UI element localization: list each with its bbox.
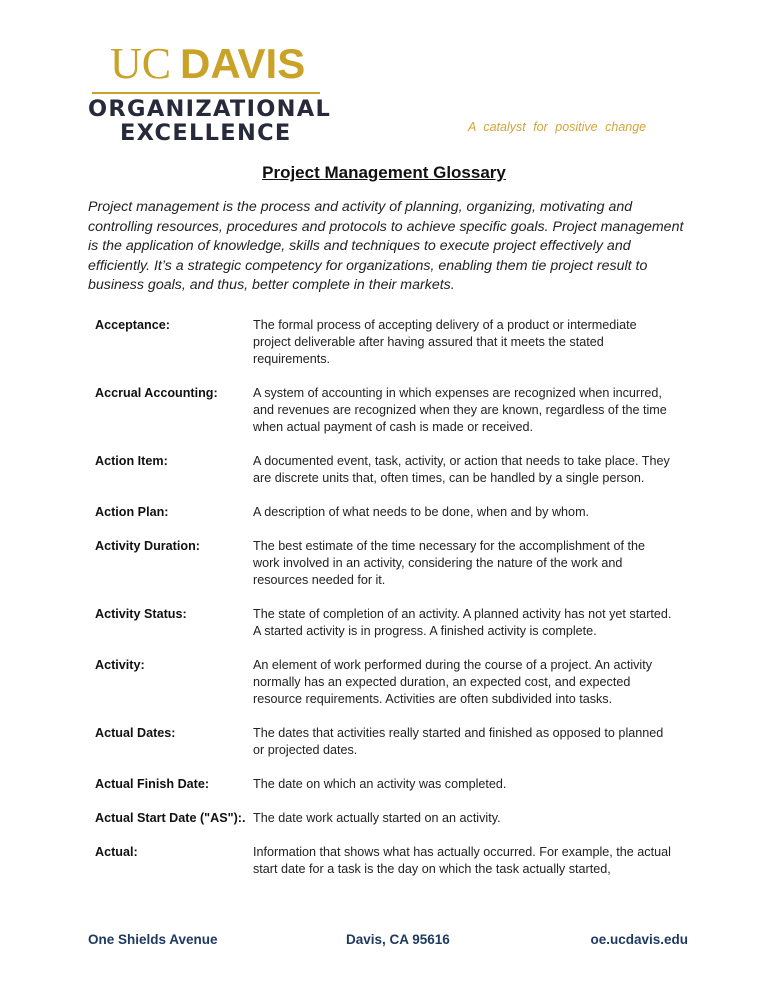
glossary-entry <box>95 538 695 589</box>
glossary-entry <box>95 657 695 708</box>
glossary-entry <box>95 385 695 436</box>
logo-organizational: ORGANIZATIONAL <box>88 96 332 122</box>
glossary-term: Activity Duration: <box>95 539 200 553</box>
glossary-definition: The best estimate of the time necessary for the accomplishment of the work involved in an activity, considering the nature of the work and resources needed for it. <box>253 539 645 587</box>
glossary-term: Activity: <box>95 658 145 672</box>
logo-divider <box>92 92 320 94</box>
glossary-entry <box>95 606 695 640</box>
glossary-entry <box>95 725 695 759</box>
glossary-term: Actual Dates: <box>95 726 176 740</box>
glossary-term: Actual: <box>95 845 138 859</box>
footer-city: Davis, CA 95616 <box>346 932 450 947</box>
glossary-term: Activity Status: <box>95 607 187 621</box>
logo-excellence: EXCELLENCE <box>120 120 292 146</box>
glossary-definition: An element of work performed during the course of a project. An activity normally has an expected duration, an expected cost, and expected resource requirements. Activities are often subdivided into tasks. <box>253 658 653 706</box>
logo-davis-text: DAVIS <box>180 40 306 84</box>
glossary-definition: The date on which an activity was completed. <box>253 777 507 791</box>
glossary-definition: The dates that activities really started and finished as opposed to planned or projected dates. <box>253 726 664 757</box>
footer-website: oe.ucdavis.edu <box>590 932 688 947</box>
tagline: A catalyst for positive change <box>468 120 647 134</box>
footer-address: One Shields Avenue <box>88 932 218 947</box>
glossary-entry <box>95 317 695 368</box>
glossary-entry <box>95 810 695 827</box>
logo-uc-text: UC <box>110 40 172 84</box>
glossary-definition: A description of what needs to be done, when and by whom. <box>253 505 590 519</box>
glossary-term: Actual Start Date ("AS"):. <box>95 811 246 825</box>
glossary-list <box>95 317 695 895</box>
intro-paragraph: Project management is the process and activity of planning, organizing, motivating and controlling resources, procedures and protocols to achieve specific goals. Project management is the application of knowledge, skills and techniques to execute project effectively and efficiently. It’s a strategic competency for organizations, enabling them tie project result to business goals, and thus, better complete in their markets. <box>88 199 684 293</box>
glossary-term: Action Plan: <box>95 505 169 519</box>
glossary-term: Acceptance: <box>95 318 170 332</box>
glossary-definition: A documented event, task, activity, or action that needs to take place. They are discrete units that, often times, can be handled by a single person. <box>253 454 670 485</box>
glossary-definition: A system of accounting in which expenses are recognized when incurred, and revenues are recognized when they are known, regardless of the time when actual payment of cash is made or received. <box>253 386 667 434</box>
glossary-term: Accrual Accounting: <box>95 386 218 400</box>
page-title: Project Management Glossary <box>262 163 506 182</box>
glossary-definition: The state of completion of an activity. A planned activity has not yet started. A started activity is in progress. A finished activity is complete. <box>253 607 672 638</box>
glossary-term: Action Item: <box>95 454 168 468</box>
glossary-entry <box>95 453 695 487</box>
glossary-entry <box>95 776 695 793</box>
page-footer <box>88 932 688 952</box>
glossary-entry <box>95 844 695 878</box>
glossary-definition: Information that shows what has actually occurred. For example, the actual start date for a task is the day on which the task actually started, <box>253 845 671 876</box>
glossary-definition: The formal process of accepting delivery of a product or intermediate project deliverable after having assured that it meets the stated requirements. <box>253 318 637 366</box>
uc-davis-wordmark <box>88 40 320 84</box>
glossary-term: Actual Finish Date: <box>95 777 210 791</box>
glossary-definition: The date work actually started on an activity. <box>253 811 501 825</box>
glossary-entry <box>95 504 695 521</box>
